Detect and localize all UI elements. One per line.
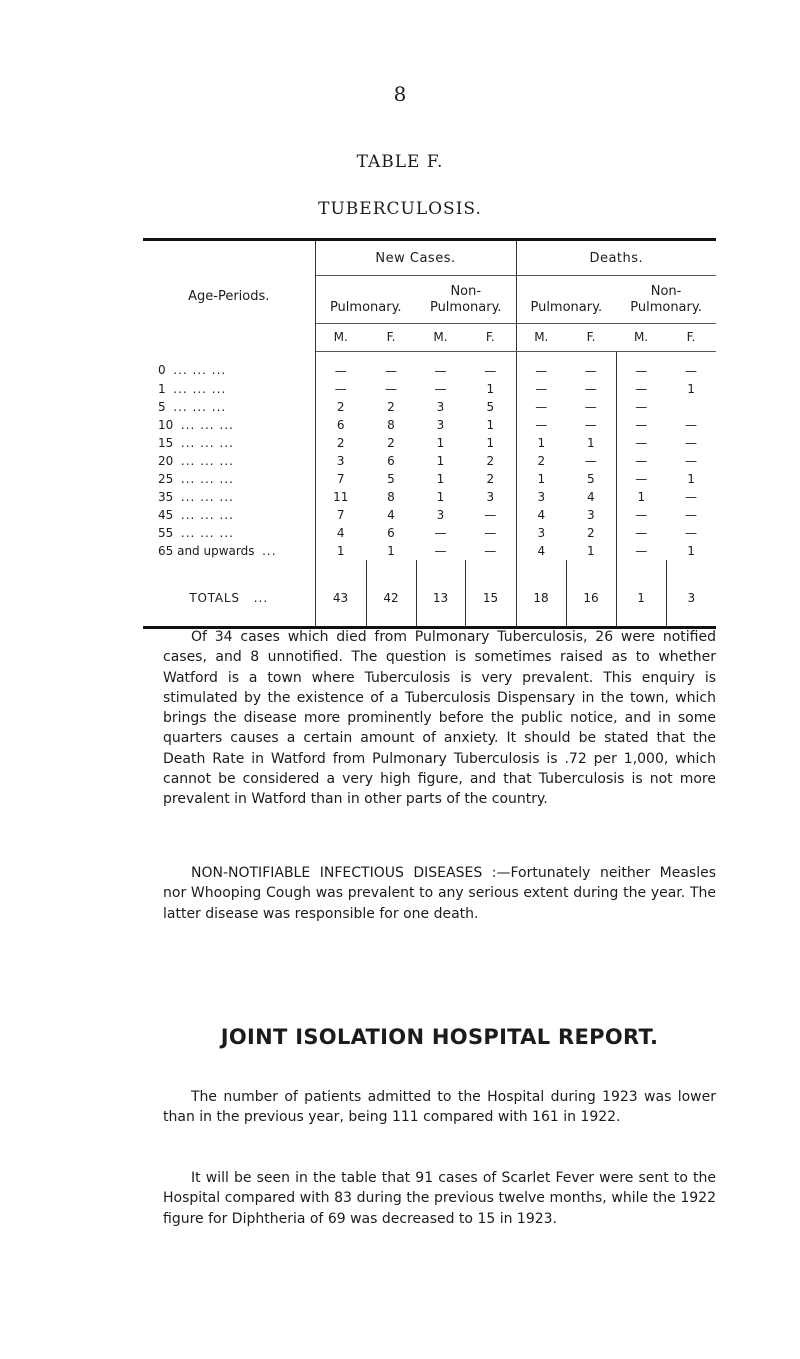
table-cell: —: [434, 381, 447, 396]
age-period-label: [143, 488, 315, 506]
table-row: [143, 470, 716, 488]
leader-dots: ... ... ...: [180, 417, 234, 432]
table-cell: 8: [387, 417, 395, 432]
table-cell: —: [465, 351, 516, 380]
table-cell: 1: [436, 435, 445, 450]
age-period: 65 and upwards: [158, 543, 255, 558]
table-cell: —: [535, 399, 548, 414]
table-cell: 3: [436, 507, 445, 522]
table-cell: —: [465, 524, 516, 542]
table-cell: 1: [537, 435, 546, 450]
leader-dots: ... ... ...: [180, 525, 234, 540]
age-period: 5: [158, 399, 166, 414]
table-cell: —: [535, 381, 548, 396]
table-cell: 1: [387, 543, 395, 558]
table-cell: —: [535, 363, 548, 378]
table-cell: —: [465, 506, 516, 524]
age-period-label: [143, 380, 315, 398]
age-period-label: [143, 434, 315, 452]
new-cases-header: New Cases.: [315, 240, 516, 276]
table-title: TABLE F.: [356, 152, 444, 172]
age-period-label: [143, 470, 315, 488]
age-periods-header: Age-Periods.: [143, 240, 315, 352]
tuberculosis-paragraph: Of 34 cases which died from Pulmonary Tuberculosis, 26 were notified cases, and 8 unnotified. The question is sometimes raised as to whether Watford is a town where Tuberculosis is very prevalent. This enquiry is stimulated by the existence of a Tuberculosis Dispensary in the town, which brings the disease more prominently before the public notice, and in some quarters causes a certain amount of anxiety. It should be stated that the Death Rate in Watford from Pulmonary Tuberculosis is .72 per 1,000, which cannot be considered a very high figure, and that Tuberculosis is not more prevalent in Watford than in other parts of the country.: [163, 629, 716, 808]
table-cell: 1: [465, 416, 516, 434]
table-row: [143, 380, 716, 398]
tuberculosis-table: [143, 238, 716, 629]
table-cell: 1: [436, 471, 445, 486]
totals-label: TOTALS: [189, 590, 240, 605]
table-cell: 7: [336, 471, 345, 486]
table-cell: —: [635, 417, 648, 432]
age-period: 10: [158, 417, 174, 432]
table-cell: —: [685, 507, 698, 522]
totals-cell: 13: [416, 560, 465, 628]
deaths-header: Deaths.: [589, 250, 644, 266]
age-period: 45: [158, 507, 174, 522]
table-cell: —: [635, 525, 648, 540]
age-period: 55: [158, 525, 174, 540]
table-cell: —: [566, 452, 616, 470]
female-header: F.: [666, 324, 716, 351]
page-number: 8: [393, 82, 407, 106]
age-period: 20: [158, 453, 174, 468]
table-cell: 2: [387, 435, 395, 450]
age-period-label: [143, 542, 315, 560]
totals-cell: 15: [465, 560, 516, 628]
table-cell: 1: [566, 434, 616, 452]
table-cell: 2: [465, 452, 516, 470]
table-cell: —: [635, 507, 648, 522]
age-period-label: [143, 398, 315, 416]
table-cell: —: [465, 542, 516, 560]
table-cell: 1: [336, 543, 345, 558]
table-cell: 3: [537, 525, 546, 540]
table-cell: 2: [336, 399, 345, 414]
age-period-label: [143, 351, 315, 380]
table-cell: 7: [336, 507, 345, 522]
male-header: M.: [315, 324, 366, 351]
table-cell: 1: [687, 543, 695, 558]
totals-cell: 3: [687, 590, 696, 605]
table-cell: —: [434, 543, 447, 558]
female-header: F.: [366, 324, 416, 351]
admissions-paragraph: The number of patients admitted to the Hospital during 1923 was lower than in the previous year, being 111 compared with 161 in 1922.: [163, 1089, 716, 1126]
table-cell: 1: [465, 380, 516, 398]
table-row: [143, 452, 716, 470]
male-header: M.: [616, 324, 666, 351]
table-cell: 1: [537, 471, 546, 486]
age-period: 1: [158, 381, 166, 396]
leader-dots: ... ... ...: [173, 381, 227, 396]
totals-label-cell: [143, 560, 315, 628]
table-cell: 6: [387, 453, 395, 468]
non-notifiable-paragraph: NON-NOTIFIABLE INFECTIOUS DISEASES :—Fortunately neither Measles nor Whooping Cough was prevalent to any serious extent during the year. The latter disease was responsible for one death.: [163, 865, 716, 922]
totals-cell: 16: [566, 560, 616, 628]
table-row: [143, 524, 716, 542]
table-cell: —: [566, 380, 616, 398]
table-cell: —: [385, 381, 397, 396]
table-cell: [666, 398, 716, 416]
table-cell: 1: [436, 453, 445, 468]
table-cell: —: [685, 435, 698, 450]
totals-row: [143, 560, 716, 628]
female-header: F.: [465, 324, 516, 351]
table-cell: 4: [336, 525, 345, 540]
table-cell: 1: [687, 471, 695, 486]
table-cell: —: [685, 453, 698, 468]
table-cell: 3: [436, 399, 445, 414]
deaths-non-pulmonary-header: Non- Pulmonary.: [616, 276, 716, 324]
totals-cell: 18: [516, 560, 566, 628]
leader-dots: ... ... ...: [180, 453, 234, 468]
table-cell: 5: [566, 470, 616, 488]
table-cell: 1: [436, 489, 445, 504]
table-cell: —: [434, 525, 447, 540]
table-cell: —: [635, 543, 648, 558]
table-cell: 2: [336, 435, 345, 450]
age-period: 15: [158, 435, 174, 450]
table-cell: —: [685, 489, 698, 504]
new-pulmonary-header: Pulmonary.: [315, 276, 416, 324]
leader-dots: ... ... ...: [180, 435, 234, 450]
table-cell: 6: [336, 417, 345, 432]
table-cell: —: [635, 399, 648, 414]
table-cell: —: [635, 381, 648, 396]
table-cell: 1: [637, 489, 646, 504]
female-header: F.: [566, 324, 616, 351]
table-cell: 4: [537, 543, 546, 558]
age-period: 0: [158, 363, 166, 378]
deaths-pulmonary-header: Pulmonary.: [516, 276, 616, 324]
table-row: [143, 506, 716, 524]
leader-dots: ... ... ...: [173, 363, 227, 378]
table-row: [143, 434, 716, 452]
table-cell: —: [685, 417, 698, 432]
table-cell: 1: [566, 542, 616, 560]
table-cell: —: [535, 417, 548, 432]
totals-cell: 43: [315, 560, 366, 628]
leader-dots: ... ... ...: [173, 399, 227, 414]
table-row: [143, 398, 716, 416]
age-period-label: [143, 524, 315, 542]
table-cell: —: [334, 363, 347, 378]
table-cell: —: [685, 363, 698, 378]
table-cell: 2: [465, 470, 516, 488]
table-cell: —: [334, 381, 347, 396]
table-cell: 4: [537, 507, 546, 522]
table-cell: —: [385, 363, 397, 378]
table-cell: 3: [336, 453, 345, 468]
table-cell: —: [685, 525, 698, 540]
table-cell: 4: [387, 507, 395, 522]
table-cell: —: [434, 363, 447, 378]
table-cell: 3: [465, 488, 516, 506]
totals-cell: 1: [616, 560, 666, 628]
table-cell: 5: [387, 471, 395, 486]
scarlet-fever-paragraph: It will be seen in the table that 91 cases of Scarlet Fever were sent to the Hospital compared with 83 during the previous twelve months, while the 1922 figure for Diphtheria of 69 was decreased to 15 in 1923.: [163, 1170, 716, 1227]
leader-dots: ...: [262, 543, 277, 558]
table-cell: —: [566, 416, 616, 434]
table-cell: —: [566, 351, 616, 380]
table-row: [143, 351, 716, 380]
age-period: 25: [158, 471, 174, 486]
table-cell: 3: [436, 417, 445, 432]
table-cell: 8: [387, 489, 395, 504]
table-cell: 1: [465, 434, 516, 452]
table-cell: 2: [566, 524, 616, 542]
table-cell: 5: [465, 398, 516, 416]
male-header: M.: [416, 324, 465, 351]
table-cell: —: [635, 471, 648, 486]
table-row: [143, 416, 716, 434]
table-cell: —: [635, 435, 648, 450]
table-row: [143, 542, 716, 560]
male-header: M.: [516, 324, 566, 351]
age-period: 35: [158, 489, 174, 504]
table-cell: 2: [537, 453, 546, 468]
new-non-pulmonary-header: Non- Pulmonary.: [416, 276, 516, 324]
table-cell: 2: [387, 399, 395, 414]
totals-cell: 42: [366, 560, 416, 628]
table-cell: 1: [687, 381, 695, 396]
age-period-label: [143, 452, 315, 470]
leader-dots: ... ... ...: [180, 471, 234, 486]
age-period-label: [143, 416, 315, 434]
table-subtitle: TUBERCULOSIS.: [318, 199, 482, 219]
table-cell: 11: [333, 489, 349, 504]
table-cell: 6: [387, 525, 395, 540]
leader-dots: ... ... ...: [180, 489, 234, 504]
leader-dots: ... ... ...: [180, 507, 234, 522]
section-heading: JOINT ISOLATION HOSPITAL REPORT.: [220, 1025, 659, 1049]
table-cell: 3: [537, 489, 546, 504]
table-cell: —: [566, 398, 616, 416]
table-cell: 4: [566, 488, 616, 506]
table-row: [143, 488, 716, 506]
table-cell: —: [635, 363, 648, 378]
table-cell: —: [635, 453, 648, 468]
table-cell: 3: [566, 506, 616, 524]
age-period-label: [143, 506, 315, 524]
leader-dots: ...: [253, 590, 269, 605]
